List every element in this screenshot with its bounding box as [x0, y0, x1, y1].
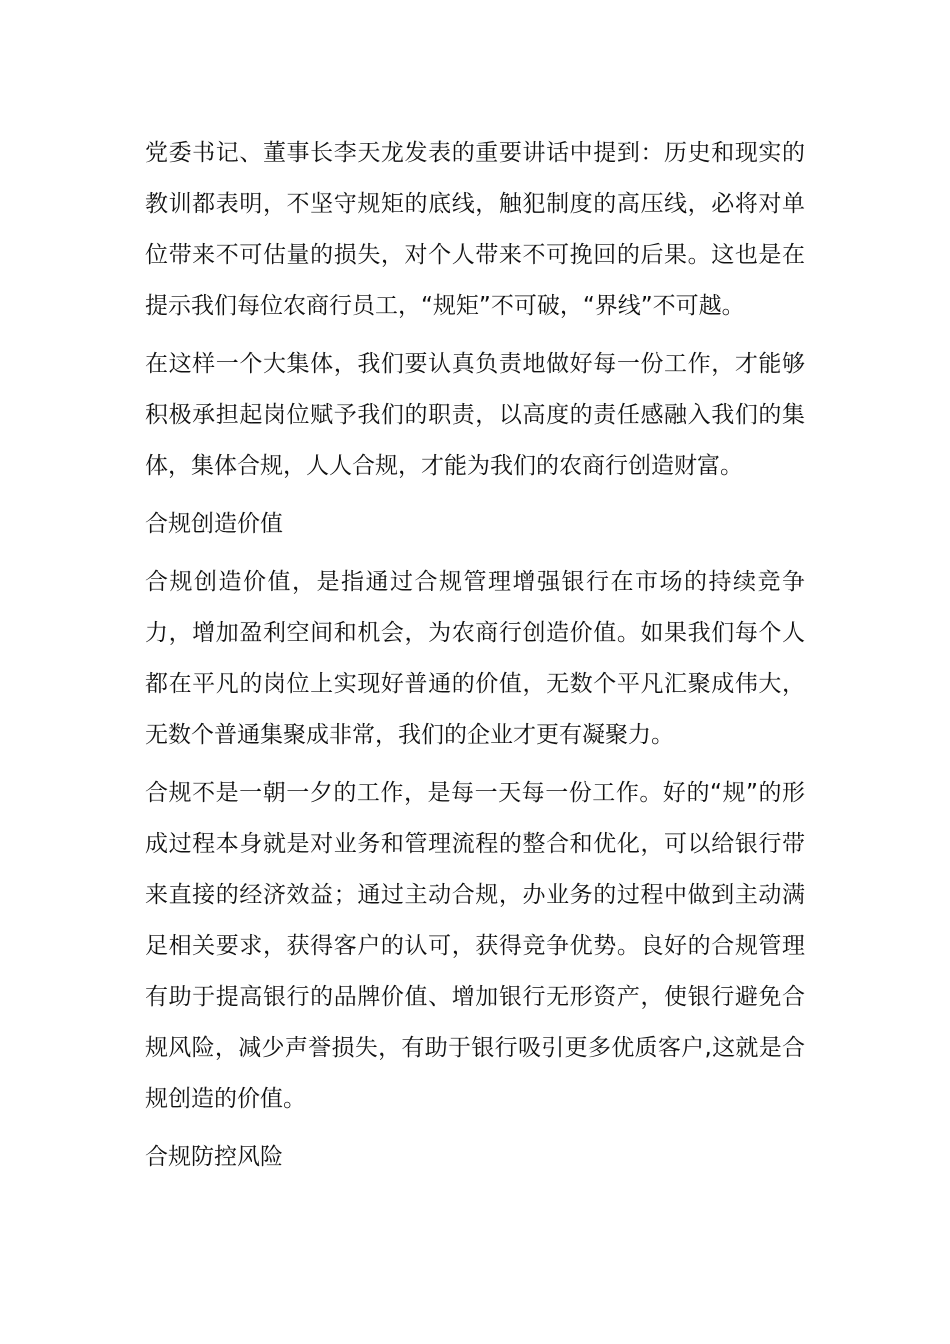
section-heading-compliance-value: 合规创造价值: [145, 511, 283, 537]
paragraph-compliance-value-definition: 合规创造价值，是指通过合规管理增强银行在市场的持续竞争力，增加盈利空间和机会，为农商行创造价值。如果我们每个人都在平凡的岗位上实现好普通的价值，无数个平凡汇聚成伟大，无数个普通集聚成非常，我们的企业才更有凝聚力。: [145, 569, 805, 748]
paragraph-collective-compliance: 在这样一个大集体，我们要认真负责地做好每一份工作，才能够积极承担起岗位赋予我们的职责，以高度的责任感融入我们的集体，集体合规，人人合规，才能为我们的农商行创造财富。: [145, 351, 805, 479]
paragraph-leadership-speech: 党委书记、董事长李天龙发表的重要讲话中提到：历史和现实的教训都表明，不坚守规矩的底线，触犯制度的高压线，必将对单位带来不可估量的损失，对个人带来不可挽回的后果。这也是在提示我们每位农商行员工，“规矩”不可破，“界线”不可越。: [145, 140, 805, 319]
section-heading-risk-control: 合规防控风险: [145, 1144, 283, 1170]
paragraph-daily-compliance: 合规不是一朝一夕的工作，是每一天每一份工作。好的“规”的形成过程本身就是对业务和管理流程的整合和优化，可以给银行带来直接的经济效益；通过主动合规，办业务的过程中做到主动满足相关要求，获得客户的认可，获得竞争优势。良好的合规管理有助于提高银行的品牌价值、增加银行无形资产，使银行避免合规风险，减少声誉损失，有助于银行吸引更多优质客户,这就是合规创造的价值。: [145, 780, 805, 1112]
document-body: [145, 128, 805, 1190]
